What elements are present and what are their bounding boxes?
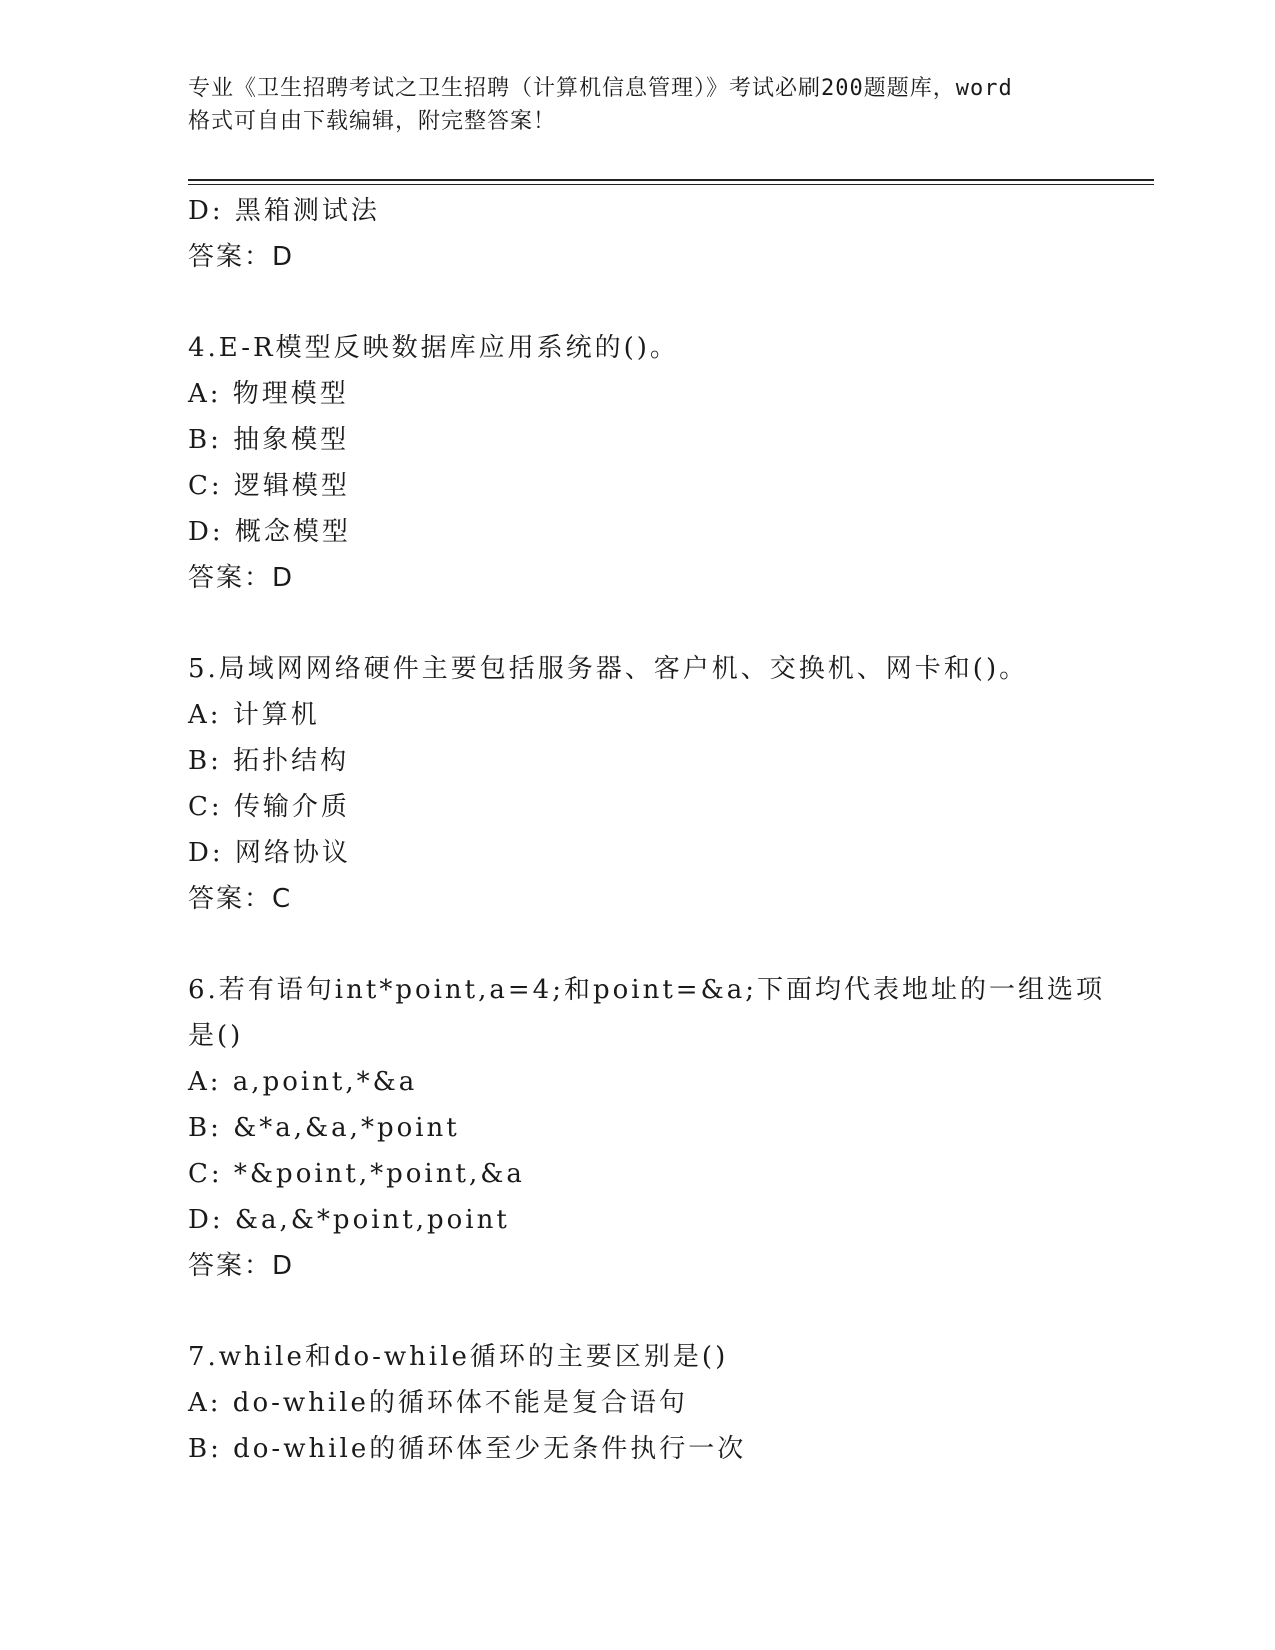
question-stem-line-1: 6.若有语句int*point,a=4;和point=&a;下面均代表地址的一组选项 — [188, 975, 1105, 1005]
answer: 答案：D — [188, 1251, 295, 1281]
question-4 — [188, 325, 1088, 601]
document-header — [188, 72, 1088, 138]
option-a: A: 物理模型 — [188, 379, 349, 409]
option-a: A: do-while的循环体不能是复合语句 — [188, 1388, 688, 1418]
question-stem: 4.E-R模型反映数据库应用系统的()。 — [188, 333, 679, 363]
question-stem-line-2: 是() — [188, 1021, 244, 1051]
option-b: B: do-while的循环体至少无条件执行一次 — [188, 1434, 747, 1464]
question-6 — [188, 967, 1105, 1289]
question-stem: 5.局域网网络硬件主要包括服务器、客户机、交换机、网卡和()。 — [188, 654, 1029, 684]
option-a: A: 计算机 — [188, 700, 320, 730]
option-b: B: 抽象模型 — [188, 425, 350, 455]
header-divider-thin — [188, 184, 1154, 185]
answer: 答案：C — [188, 884, 293, 914]
option-d: D: 概念模型 — [188, 517, 351, 547]
answer: 答案：D — [188, 563, 295, 593]
question-7 — [188, 1334, 1088, 1472]
option-b: B: 拓扑结构 — [188, 746, 350, 776]
option-c: C: 传输介质 — [188, 792, 350, 822]
question-stem: 7.while和do-while循环的主要区别是() — [188, 1342, 729, 1372]
header-line-1: 专业《卫生招聘考试之卫生招聘（计算机信息管理）》考试必刷200题题库，word — [188, 76, 1013, 101]
question-5 — [188, 646, 1088, 922]
option-d: D: 黑箱测试法 — [188, 196, 380, 226]
answer: 答案：D — [188, 242, 295, 272]
header-line-2: 格式可自由下载编辑，附完整答案！ — [188, 109, 557, 134]
question-list — [188, 188, 1105, 1472]
option-a: A: a,point,*&a — [188, 1067, 418, 1097]
option-c: C: *&point,*point,&a — [188, 1159, 525, 1189]
option-d: D: 网络协议 — [188, 838, 351, 868]
option-c: C: 逻辑模型 — [188, 471, 350, 501]
option-b: B: &*a,&a,*point — [188, 1113, 460, 1143]
option-d: D: &a,&*point,point — [188, 1205, 510, 1235]
question-3-tail — [188, 188, 1088, 280]
header-divider-thick — [188, 179, 1154, 181]
